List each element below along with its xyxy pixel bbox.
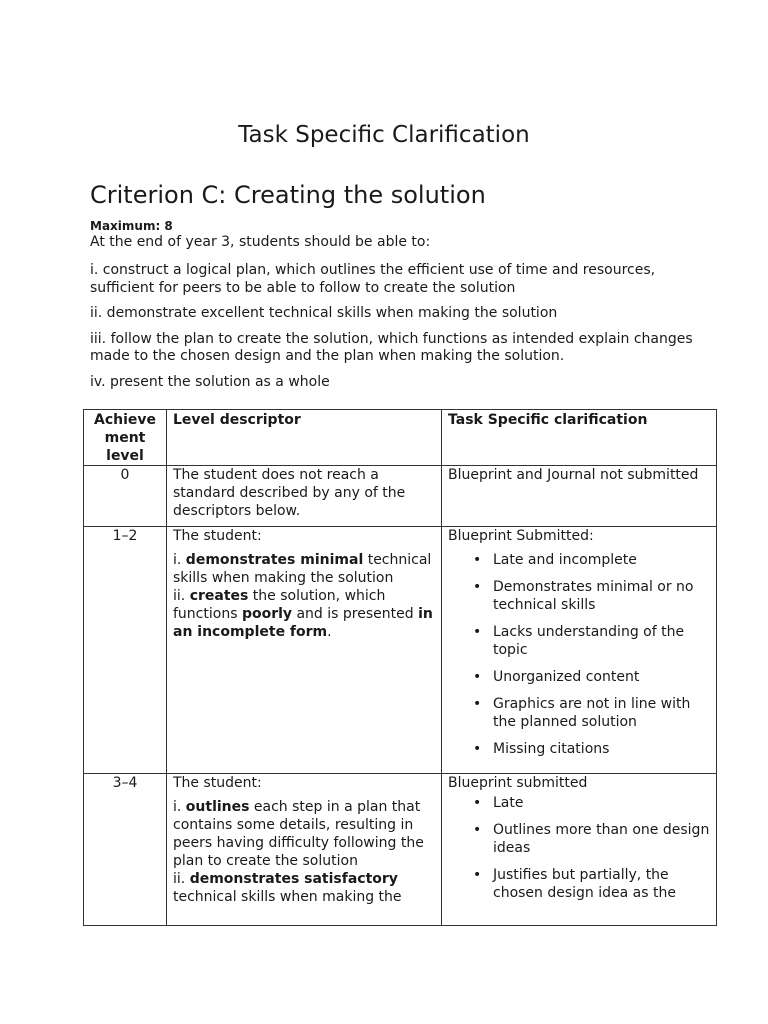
list-item: • Missing citations (473, 741, 610, 757)
header-level-descriptor: Level descriptor (167, 410, 442, 466)
level-value: 1–2 (84, 527, 167, 774)
bullet-icon: • (473, 579, 482, 595)
objectives-lead: At the end of year 3, students should be able to: (90, 234, 431, 250)
clarification-list (448, 794, 710, 902)
header-task-clarification: Task Specific clarification (442, 410, 717, 466)
descriptor-line: ii. creates the solution, which functions poorly and is presented in an incomplete form. (173, 588, 433, 640)
table-header-row (84, 410, 717, 466)
task-clarification (442, 527, 717, 774)
bullet-icon: • (473, 741, 482, 757)
objective-item: iv. present the solution as a whole (90, 373, 330, 390)
descriptor-line: ii. demonstrates satisfactory technical skills when making the (173, 871, 402, 905)
table-row (84, 774, 717, 926)
list-item: • Justifies but partially, the chosen design idea as the (473, 867, 676, 901)
objective-item: ii. demonstrate excellent technical skills when making the solution (90, 305, 558, 321)
clarification-list (448, 551, 710, 758)
bullet-icon: • (473, 624, 482, 640)
objective-item: iii. follow the plan to create the solution, which functions as intended explain changes made to the chosen design and the plan when making the solution. (90, 330, 693, 364)
list-item: • Graphics are not in line with the planned solution (473, 696, 691, 730)
bullet-icon: • (473, 795, 482, 811)
level-descriptor (167, 527, 442, 774)
table-row (84, 527, 717, 774)
descriptor-intro: The student: (173, 775, 262, 791)
descriptor-intro: The student: (173, 528, 262, 544)
objective-item: i. construct a logical plan, which outlines the efficient use of time and resources, sufficient for peers to be able to follow to create the solution (90, 262, 656, 296)
level-value: 0 (84, 466, 167, 527)
rubric-table (83, 409, 717, 926)
header-achievement-level: Achieve ment level (84, 410, 167, 466)
list-item: • Late and incomplete (473, 552, 637, 568)
bullet-icon: • (473, 867, 482, 883)
table-row (84, 466, 717, 527)
level-descriptor: The student does not reach a standard described by any of the descriptors below. (167, 466, 442, 527)
descriptor-line: i. outlines each step in a plan that contains some details, resulting in peers having difficulty following the plan to create the solution (173, 799, 424, 869)
maximum-score: Maximum: 8 (90, 219, 173, 233)
bullet-icon: • (473, 696, 482, 712)
list-item: • Lacks understanding of the topic (473, 624, 685, 658)
bullet-icon: • (473, 552, 482, 568)
descriptor-line: i. demonstrates minimal technical skills when making the solution (173, 552, 432, 586)
list-item: • Demonstrates minimal or no technical skills (473, 579, 694, 613)
clarification-intro: Blueprint Submitted: (448, 528, 594, 544)
list-item: • Unorganized content (473, 669, 640, 685)
page-title: Task Specific Clarification (238, 122, 530, 148)
criterion-heading: Criterion C: Creating the solution (90, 181, 486, 209)
bullet-icon: • (473, 822, 482, 838)
level-value: 3–4 (84, 774, 167, 926)
level-descriptor (167, 774, 442, 926)
clarification-intro: Blueprint submitted (448, 775, 588, 791)
criterion-intro (90, 218, 710, 399)
list-item: • Outlines more than one design ideas (473, 822, 710, 856)
list-item: • Late (473, 795, 524, 811)
task-clarification: Blueprint and Journal not submitted (442, 466, 717, 527)
bullet-icon: • (473, 669, 482, 685)
task-clarification (442, 774, 717, 926)
